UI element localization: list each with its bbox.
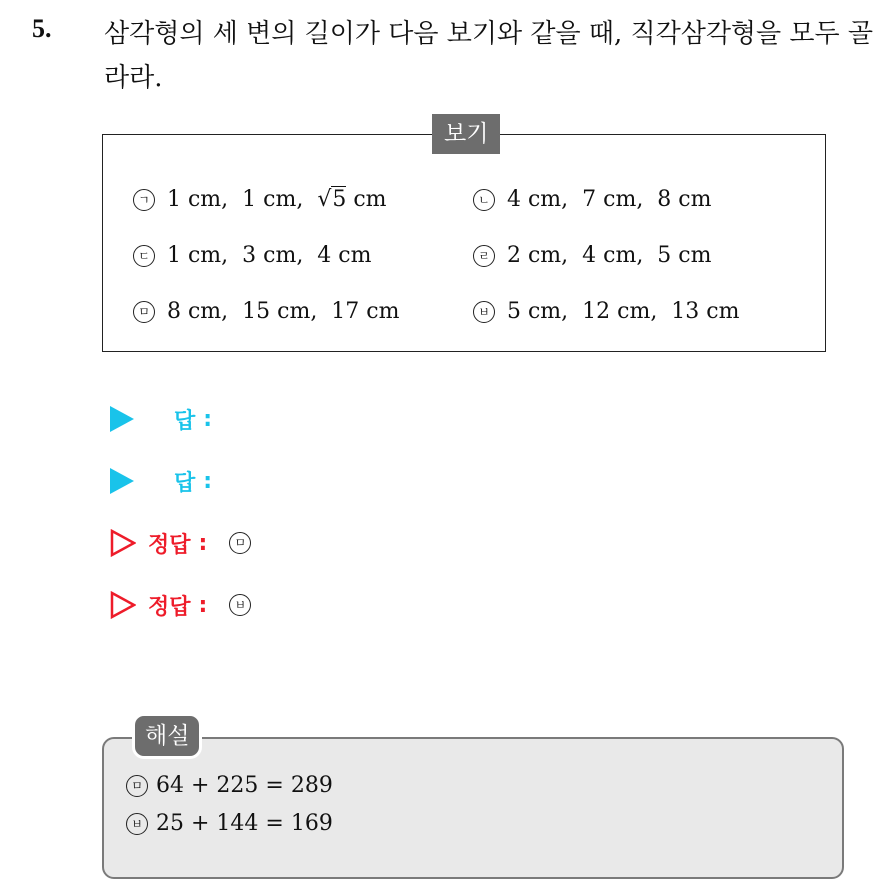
- sqrt-unit: cm: [346, 187, 387, 212]
- choices-box-title: 보기: [432, 114, 500, 154]
- sqrt-radicand: 5: [332, 187, 347, 212]
- answer-colon: :: [203, 406, 213, 432]
- option-2: [473, 187, 711, 212]
- option-text: 2 cm, 4 cm, 5 cm: [507, 243, 712, 268]
- answer-colon: :: [203, 468, 213, 494]
- explanation-line-1: [126, 773, 333, 798]
- explanation-line-2: [126, 811, 333, 836]
- option-marker: ㅂ: [473, 301, 495, 323]
- correct-answer-label: 정답: [148, 532, 191, 558]
- option-marker: ㄴ: [473, 189, 495, 211]
- option-text: 4 cm, 7 cm, 8 cm: [507, 187, 712, 212]
- option-marker: ㄱ: [133, 189, 155, 211]
- triangle-bullet-icon: [110, 406, 134, 432]
- choices-box: [102, 121, 826, 352]
- explanation-text: 64 + 225 = 289: [156, 773, 333, 798]
- outline-triangle-icon: [110, 591, 136, 619]
- correct-answer-label: 정답: [148, 594, 191, 620]
- option-marker: ㄷ: [133, 245, 155, 267]
- option-text: 5 cm, 12 cm, 13 cm: [507, 299, 740, 324]
- correct-answer-line-2: [110, 588, 263, 622]
- explanation-marker: ㅂ: [126, 813, 148, 835]
- question-text: 삼각형의 세 변의 길이가 다음 보기와 같을 때, 직각삼각형을 모두 골라라.: [104, 19, 874, 93]
- explanation-box: [102, 723, 844, 879]
- answer-label: 답: [174, 470, 196, 496]
- option-6: [473, 299, 739, 324]
- option-text: 8 cm, 15 cm, 17 cm: [167, 299, 400, 324]
- correct-answer-colon: :: [198, 592, 208, 618]
- sqrt-expression: √5: [317, 187, 347, 212]
- answer-line-2: [110, 464, 286, 498]
- correct-answer-line-1: [110, 526, 263, 560]
- triangle-bullet-icon: [110, 468, 134, 494]
- question-number: 5.: [32, 14, 52, 43]
- option-text: 1 cm, 1 cm,: [167, 187, 318, 212]
- correct-answer-value: ㅂ: [229, 594, 251, 616]
- correct-answer-value: ㅁ: [229, 532, 251, 554]
- explanation-marker: ㅁ: [126, 775, 148, 797]
- outline-triangle-icon: [110, 529, 136, 557]
- option-3: [133, 243, 371, 268]
- option-4: [473, 243, 711, 268]
- option-marker: ㄹ: [473, 245, 495, 267]
- option-5: [133, 299, 399, 324]
- option-1: [133, 187, 387, 212]
- explanation-text: 25 + 144 = 169: [156, 811, 333, 836]
- answer-line-1: [110, 402, 286, 436]
- option-text: 1 cm, 3 cm, 4 cm: [167, 243, 372, 268]
- correct-answer-colon: :: [198, 530, 208, 556]
- explanation-title: 해설: [132, 713, 202, 759]
- option-marker: ㅁ: [133, 301, 155, 323]
- answer-label: 답: [174, 408, 196, 434]
